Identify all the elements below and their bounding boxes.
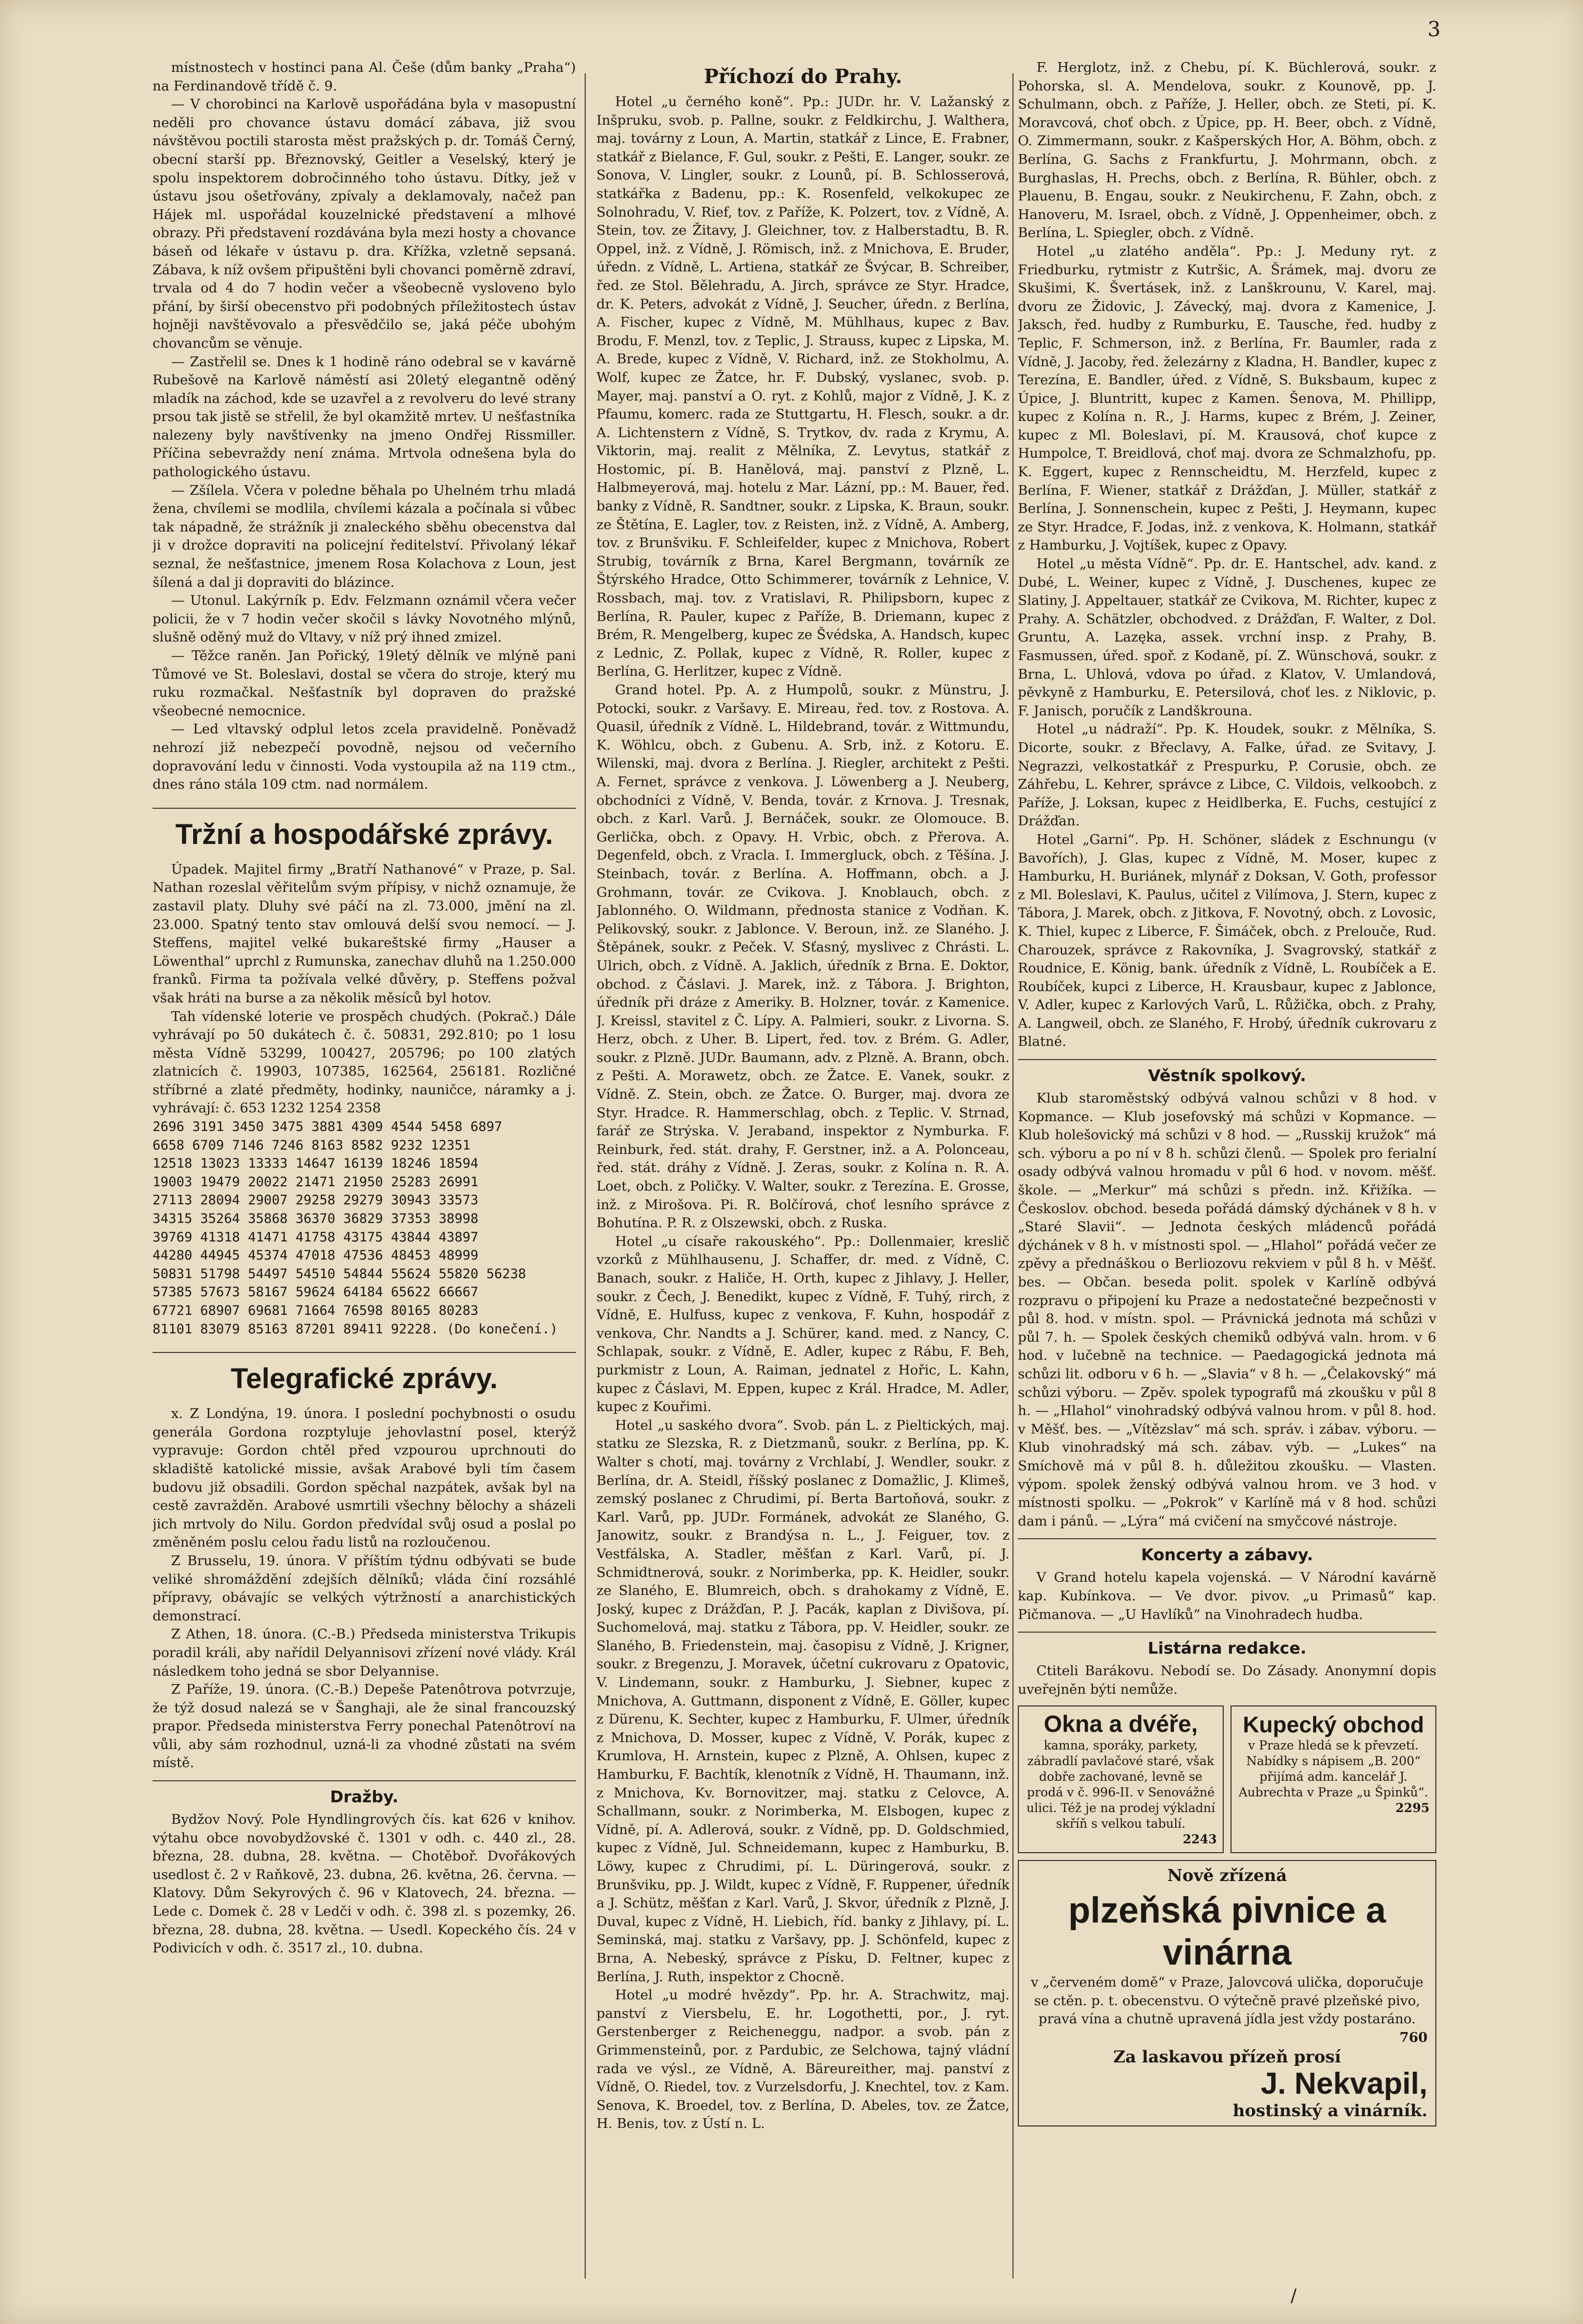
article-paragraph: Hotel „u nádraží“. Pp. K. Houdek, soukr. z Mělníka, S. Dicorte, soukr. z Břeclavy, A. Falke, úřad. ze Svitavy, J. Negrazzi, velkostatkář z Prespurku, P. Corusie, obch. ze Záhřebu, L. Kehrer, správce z Libce, C. Vildois, velkoobch. z Paříže, J. Loksan, kupec z Heidlberka, E. Fuchs, cestující z Drážďan.: [1018, 721, 1436, 829]
advertisement-pilsen: [1018, 1860, 1436, 2126]
article-paragraph: Z Athen, 18. února. (C.-B.) Předseda ministerstva Trikupis poradil králi, aby nařídil Delyannisovi zřízení nové vlády. Král následkem toho jedná se sbor Delyannise.: [153, 1626, 576, 1679]
ad-title: Kupecký obchod: [1243, 1712, 1424, 1738]
article-paragraph: — Zastřelil se. Dnes k 1 hodině ráno odebral se v kavárně Rubešově na Karlově náměstí asi 20letý elegantně oděný mladík na záchod, kde se uzavřel a z revolveru do levé strany prsou tak jistě se střelil, že byl okamžitě mrtev. U nešťastníka nalezeny byly navštívenky na jmeno Ondřej Rissmiller. Příčina sebevraždy není známa. Mrtvola odnešena byla do pathologického ústavu.: [153, 354, 576, 480]
article-paragraph: — Led vltavský odplul letos zcela pravidelně. Poněvadž nehrozí již nebezpečí povodně, nejsou od večerního dopravování ledu v činnosti. Voda vystoupila až na 119 ctm., dnes ráno stála 109 ctm. nad normálem.: [153, 721, 576, 793]
column-rule: [585, 73, 586, 2279]
column-2: [596, 59, 1010, 2288]
section-title-telegraph: Telegrafické zprávy.: [153, 1352, 576, 1395]
ad-intro: Nově zřízená: [1167, 1866, 1287, 1886]
article-paragraph: Hotel „u modré hvězdy“. Pp. hr. A. Strachwitz, maj. panství z Viersbelu, E. hr. Logothetti, por., J. ryt. Gerstenberger z Reicheneggu, nadpor. a svob. pán z Grimmensteinů, por. z Pardubic, ze Selchowa, tajný vládní rada ve výsl., ze Vídně, A. Bäreureither, maj. panství z Vídně, O. Riedel, tov. z Vurzelsdorfu, J. Knechtel, tov. z Kam. Senova, K. Broedel, tov. z Berlína, D. Abeles, tov. ze Žatce, H. Benis, tov. z Ústí n. L.: [596, 1987, 1010, 2132]
section-title-auctions: Dražby.: [153, 1780, 576, 1807]
article-paragraph: Hotel „u města Vídně“. Pp. dr. E. Hantschel, adv. kand. z Dubé, L. Weiner, kupec z Vídně, J. Duschenes, kupec ze Slatiny, J. Appeltauer, statkář ze Cvikova, M. Richter, kupec z Prahy. A. Schätzler, obchodved. z Drážďan, F. Walter, z Dol. Gruntu, A. Lazęka, assek. vrchní insp. z Prahy, B. Fasmussen, úřed. spoř. z Kodaně, pí. Z. Wünschová, soukr. z Brna, L. Uhlová, vdova po úřad. z Klatov, V. Umlandová, pěvkyně z Hamburku, E. Petersilová, choť les. z Niklovic, p. F. Janisch, poručík z Landškrouna.: [1018, 556, 1436, 719]
section-title-letters: Listárna redakce.: [1018, 1632, 1436, 1658]
section-title-concerts: Koncerty a zábavy.: [1018, 1538, 1436, 1565]
article-paragraph: Hotel „Garni“. Pp. H. Schöner, sládek z Eschnungu (v Bavořích), J. Glas, kupec z Vídně, M. Moser, kupec z Hamburku, H. Buriánek, mlynář z Doksan, V. Goth, professor z Ml. Boleslavi, K. Paulus, učitel z Vilímova, J. Stern, kupec z Tábora, J. Marek, obch. z Jitkova, F. Novotný, obch. z Lovosic, K. Thiel, kupec z Liberce, F. Šimáček, obch. z Prelouče, Rud. Charouzek, správce z Rakovníka, J. Svagrovský, statkář z Roudnice, E. König, bank. úředník z Vídně, L. Roubíček a E. Roubíček, kupci z Liberce, H. Krausbaur, kupec z Jablonce, V. Adler, kupec z Karlových Varů, L. Růžička, obch. z Prahy, A. Langweil, obch. ze Slaného, F. Hrobý, úředník cukrovaru z Blatné.: [1018, 831, 1436, 1050]
article-paragraph: Z Brusselu, 19. února. V příštím týdnu odbývati se bude veliké shromáždění zdejších dělníků; vláda činí rozsáhlé přípravy, obávajíc se velkých výtržností a anarchistických demonstrací.: [153, 1552, 576, 1624]
ad-number: 2243: [1183, 1832, 1217, 1847]
section-title-clubs: Věstník spolkový.: [1018, 1059, 1436, 1085]
section-title-market: Tržní a hospodářské zprávy.: [153, 808, 576, 851]
ad-body: kamna, sporáky, parkety, zábradlí pavlačové staré, však dobře zachované, levně se prodá v č. 996-II. v Senovážné ulici. Též je na prodej výkladní skříň s velkou tabulí.: [1026, 1738, 1215, 1831]
article-paragraph: Klub staroměstský odbývá valnou schůzi v 8 hod. v Kopmance. — Klub josefovský má schůzi v Kopmance. — Klub holešovický má schůzi v 8 hod. — „Russkij kružok“ má sch. výboru a po ní v 8 h. schůzi členů. — Spolek pro ferialní osady odbývá valnou hromadu v půl 6 hod. v novom. měšť. škole. — „Merkur“ má schůzi s předn. inž. Křižíka. — Českoslov. obchod. beseda pořádá dámský dýchánek v 8 h. v „Staré Slavii“. — Jednota českých mládenců pořádá dýchánek v 8 h. v místnosti spol. — „Hlahol“ pořádá večer ze zpěvy a přednáškou o Berliozovu rekviem v půl 8 h. v Měšť. bes. — Občan. beseda polit. spolek v Karlíně odbývá rozpravu o připojení ku Praze a nedostatečné bezpečnosti v půl 8. hod. v místn. spol. — Právnická jednota má schůzi v půl 7. h. — Spolek českých chemiků odbývá valn. hrom. v 6 hod. v lučebně na technice. — Paedagogická jednota má schůzi lit. odboru v 6 h. — „Slavia“ v 8 h. — „Čelakovský“ má schůzi výboru. — Zpěv. spolek typografů má zkoušku v půl 8 h. — „Hlahol“ vinohradský odbývá valnou hrom. v půl 8. hod. v Měšť. bes. — „Vítězslav“ má sch. správ. i zábav. výboru. — Klub vinohradský má sch. zábav. výb. — „Lukes“ na Smíchově má v půl 8. h. důležitou zkoušku. — Vlasten. výpom. spolek ženský odbývá valnou hrom. ve 3 hod. v místnosti spolku. — „Pokrok“ v Karlíně má v 8 hod. schůzi dam i pánů. — „Lýra“ má cvičení na smyčcové nástroje.: [1018, 1090, 1436, 1529]
page-number: 3: [1428, 17, 1441, 41]
section-title-arrivals: Příchozí do Prahy.: [704, 65, 902, 88]
article-paragraph: x. Z Londýna, 19. února. I poslední pochybnosti o osudu generála Gordona rozptyluje jehovlastní posel, kterýž vypravuje: Gordon chtěl před vzpourou uprchnouti do skladiště katolické missie, avšak Arabové byli tím časem budovu již obsadili. Gordon spěchal nazpátek, avšak byl na cestě zavražděn. Arabové usmrtili všechny bělochy a sházeli jich mrtvoly do Nilu. Gordon předvídal svůj osud a poslal po změněném poslu celou řadu listů na rozloučenou.: [153, 1406, 576, 1550]
article-paragraph: — Těžce raněn. Jan Pořický, 19letý dělník ve mlýně pani Tůmové ve St. Boleslavi, dostal se včera do stroje, který mu ruku rozmačkal. Nešťastník byl dopraven do pražské všeobecné nemocnice.: [153, 648, 576, 719]
ad-body: v „červeném domě“ v Praze, Jalovcová ulička, doporučuje se ctěn. p. t. obecenstvu. O výtečně pravé plzeňské pivo, pravá vína a chutně upravená jídla jest vždy postaráno.: [1031, 1974, 1424, 2027]
ad-body: v Praze hledá se k převzetí. Nabídky s nápisem „B. 200“ přijímá adm. kancelář J. Aubrechta v Praze „u Špinků“.: [1238, 1738, 1429, 1800]
ad-signature: J. Nekvapil,: [1260, 2066, 1428, 2101]
footer-mark: /: [1291, 2286, 1297, 2306]
article-paragraph: Hotel „u černého koně“. Pp.: JUDr. hr. V. Lažanský z Inšpruku, svob. p. Pallne, soukr. z Feldkirchu, J. Walthera, maj. továrny z Loun, A. Martin, statkář z Lince, E. Frabner, statkář z Bielance, F. Gul, soukr. z Pešti, E. Langer, soukr. ze Sonova, V. Lingler, soukr. z Lounů, pí. B. Schlosserová, statkářka z Badenu, pp.: K. Rosenfeld, velkokupec ze Solnohradu, V. Rief, tov. z Paříže, K. Polzert, tov. z Vídně, A. Stein, tov. ze Žitavy, J. Gleichner, tov. z Halberstadtu, B. R. Oppel, inž. z Vídně, J. Römisch, inž. z Mnichova, E. Bruder, úředn. z Vídně, L. Artiena, statkář ze Švýcar, B. Schreiber, řed. ze Stol. Bělehradu, A. Jirch, správce ze Styr. Hradce, dr. K. Peters, advokát z Vídně, J. Seucher, úředn. z Berlína, A. Fischer, kupec z Vídně, M. Mühlhaus, kupec z Bav. Brodu, F. Menzl, tov. z Teplic, J. Strauss, kupec z Lipska, M. A. Brede, kupec z Vídně, V. Richard, inž. ze Stokholmu, A. Wolf, kupec ze Žatce, hr. F. Dubský, vyslanec, svob. p. Mayer, maj. panství a O. ryt. z Kohlů, major z Vídně, J. K. z Pfaumu, komerc. rada ze Stuttgartu, H. Flesch, soukr. a dr. A. Lichtenstern z Vídně, S. Trytkov, dv. rada z Krymu, A. Viktorin, maj. realit z Mělníka, Z. Levytus, statkář z Hostomic, pí. B. Hanělová, maj. panství z Plzně, L. Halbmeyerová, maj. hotelu z Mar. Lázní, pp.: M. Bauer, řed. banky z Vídně, R. Sandtner, soukr. z Lipska, K. Braun, soukr. ze Štětína, E. Lagler, tov. z Reisten, inž. z Vídně, A. Amberg, tov. z Brunšviku. F. Schleifelder, kupec z Mnichova, Robert Strubig, továrník z Brna, Karel Bergmann, továrník ze Štýrského Hradce, Otto Schimmerer, továrník z Lehnice, V. Rossbach, maj. tov. z Vratislavi, R. Philipsborn, kupec z Berlína, R. Pauler, kupec z Paříže, B. Driemann, kupec z Brém, R. Mengelberg, kupec ze Švédska, A. Handsch, kupec z Lednic, Z. Pollak, kupec z Vídně, R. Roller, kupec z Berlína, G. Herlitzer, kupec z Vídně.: [596, 94, 1010, 680]
article-paragraph: Hotel „u saského dvora“. Svob. pán L. z Pieltických, maj. statku ze Slezska, R. z Dietzmanů, soukr. z Berlína, pp. K. Walter s chotí, maj. továrny z Vrchlabí, J. Wendler, soukr. z Berlína, dr. A. Steidl, říšský poslanec z Domažlic, J. Klimeš, zemský poslanec z Chrudimi, pí. Berta Bartoňová, soukr. z Karl. Varů, pp. JUDr. Formánek, advokát ze Slaného, G. Janowitz, soukr. z Brandýsa n. L., J. Feiguer, tov. z Vestfálska, A. Stadler, měšťan z Karl. Varů, pí. J. Schmidtnerová, soukr. z Norimberka, pp. K. Heidler, soukr. ze Slaného, E. Blumreich, obch. s drahokamy z Vídně, E. Joský, kupec z Drážďan, P. J. Pacák, kaplan z Divišova, pí. Suchomelová, maj. statku z Tábora, pp. V. Heidler, soukr. ze Slaného, B. Friedenstein, maj. časopisu z Vídně, J. Krigner, soukr. z Bregenzu, J. Moravek, účetní cukrovaru z Opatovic, V. Lindemann, soukr. z Hamburku, J. Siebner, kupec z Mnichova, A. Guttmann, disponent z Vídně, E. Göller, kupec z Dürenu, K. Sechter, kupec z Hamburku, F. Ulmer, úředník z Mnichova, D. Mosser, kupec z Vídně, V. Porák, kupec z Krumlova, H. Arnstein, kupec z Plzně, A. Ohlsen, kupec z Hamburku, F. Bachtík, klenotník z Vídně, H. Thaumann, inž. z Mnichova, Kv. Bornovitzer, maj. statku z Celovce, A. Schallmann, soukr. z Norimberka, M. Elsbogen, kupec z Vídně, pí. A. Adlerová, soukr. z Vídně, pp. D. Goldschmied, kupec z Vídně, Jul. Schneidemann, kupec z Hamburku, B. Löwy, kupec z Chrudimi, pí. L. Düringerová, soukr. z Brunšviku, pp. J. Wildt, kupec z Vídně, F. Ruppener, úředník a J. Schütz, měšťan z Karl. Varů, J. Skvor, úředník z Plzně, J. Duval, kupec z Vídně, H. Liebich, říd. banky z Jihlavy, pí. L. Seminská, maj. statku z Varšavy, pp. J. Schönfeld, kupec z Brna, A. Nebeský, správce z Písku, D. Feltner, kupec z Berlína, J. Ruth, inspektor z Chocně.: [596, 1417, 1010, 1985]
article-paragraph: Grand hotel. Pp. A. z Humpolů, soukr. z Münstru, J. Potocki, soukr. z Varšavy. E. Mireau, řed. tov. z Rostova. A. Quasil, úředník z Vídně. L. Hildebrand, továr. z Wittmundu, K. Wöhlcu, obch. z Gubenu. A. Srb, inž. z Kotoru. E. Wilenski, maj. dvora z Berlína. J. Riegler, architekt z Pešti. A. Fernet, správce z venkova. J. Löwenberg a J. Neuberg, obchodníci z Vídně, V. Benda, továr. z Krnova. J. Tresnak, obch. z Karl. Varů. J. Bernáček, soukr. ze Olomouce. B. Gerlička, obch. z Opavy. H. Vrbic, obch. z Přerova. A. Degenfeld, obch. z Vracla. I. Immergluck, obch. z Těšína. J. Steinbach, továr. z Berlína. A. Hoffmann, obch. a J. Grohmann, továr. ze Cvikova. J. Knoblauch, obch. z Jablonného. O. Wildmann, přednosta stanice z Vodňan. K. Pelikovský, soukr. z Jablonce. V. Beroun, inž. ze Slaného. J. Štěpánek, soukr. z Peček. V. Sťasný, myslivec z Chrásti. L. Ulrich, obch. z Vídně. A. Jaklich, úředník z Brna. E. Doktor, obchod. z Čáslavi. J. Marek, inž. z Tábora. J. Brighton, úředník při dráze z Ameriky. B. Holzner, továr. z Kamenice. J. Kreissl, stavitel z Č. Lípy. A. Palmieri, soukr. z Livorna. S. Herz, obch. z Uher. B. Lipert, řed. tov. z Brém. G. Adler, soukr. z Plzně. JUDr. Baumann, adv. z Plzně. A. Brann, obch. z Pešti. A. Morawetz, obch. ze Žatce. E. Vanek, soukr. z Vídně. Z. Stein, obch. ze Žatce. O. Burger, maj. dvora ze Styr. Hradce. R. Hammerschlag, obch. z Teplic. V. Strnad, farář ze Strýska. V. Jeraband, inspektor z Nymburka. F. Reinburk, řed. stát. drahy, F. Gerstner, inž. a A. Polonceau, řed. stát. dráhy z Vídně. J. Zeras, soukr. z Kolína n. R. A. Loet, obch. z Poličky. V. Walter, soukr. z Terezína. E. Grosse, inž. z Mirošova. Pi. R. Bolčírová, choť lesního správce z Bohutína. P. R. z Olszewski, obch. z Ruska.: [596, 682, 1010, 1231]
ads-row: [1018, 1705, 1436, 1853]
article-paragraph: Tah vídenské loterie ve prospěch chudých. (Pokrač.) Dále vyhrávají po 50 dukátech č. č. 50831, 292.810; po 1 losu města Vídně 53299, 100427, 205796; po 100 zlatých zlatnicích č. 19903, 107385, 162564, 256181. Rozličné stříbrné a zlaté předměty, hodinky, nauničce, náramky a j. vyhrávají: č. 653 1232 1254 2358: [153, 1008, 576, 1116]
article-paragraph: Ctiteli Barákovu. Nebodí se. Do Zásady. Anonymní dopis uveřejněn býti nemůže.: [1018, 1663, 1436, 1697]
article-paragraph: Bydžov Nový. Pole Hyndlingrových čís. kat 626 v knihov. výtahu obce novobydžovské č. 1301 v odh. c. 440 zl., 28. března, 28. dubna, 28. května. — Chotěboř. Dvořákových usedlost č. 2 v Raňkově, 23. dubna, 26. května, 26. června. — Klatovy. Dům Sekyrových č. 96 v Klatovech, 24. března. — Lede c. Domek č. 28 v Ledči v odh. č. 398 zl. s pozemky, 26. března, 28. dubna, 28. května. — Usedl. Kopeckého čís. 24 v Podivicích v odh. č. 3517 zl., 10. dubna.: [153, 1812, 576, 1956]
ad-number: 2295: [1395, 1801, 1429, 1815]
lottery-numbers: 2696 3191 3450 3475 3881 4309 4544 5458 6897 6658 6709 7146 7246 8163 8582 9232 12351 12518 13023 13333 14647 16139 18246 18594 19003 19479 20022 21471 21950 25283 26991 27113 28094 29007 29258 29279 30943 33573 34315 35264 35868 36370 36829 37353 38998 39769 41318 41471 41758 43175 43844 43897 44280 44945 45374 47018 47536 48453 48999 50831 51798 54497 54510 54844 55624 55820 56238 57385 57673 58167 59624 64184 65622 66667 67721 68907 69681 71664 76598 80165 80283 81101 83079 85163 87201 89411 92228. (Do konečení.): [153, 1119, 558, 1337]
column-3: [1018, 59, 1436, 2288]
advertisement-shop: [1231, 1705, 1436, 1853]
article-paragraph: F. Herglotz, inž. z Chebu, pí. K. Büchlerová, soukr. z Pohorska, sl. A. Mendelova, soukr. z Kounově, pp. J. Schulmann, obch. z Paříže, J. Heller, obch. ze Steti, pí. K. Moravcová, choť obch. z Úpice, pp. H. Beer, obch. z Vídně, O. Zimmermann, soukr. z Kašperských Hor, A. Böhm, obch. z Berlína, G. Sachs z Frankfurtu, J. Mohrmann, obch. z Burghaslas, H. Prechs, obch. z Berlína, R. Bühler, obch. z Plauenu, B. Engau, soukr. z Neukirchenu, F. Zahn, obch. z Hanoveru, M. Israel, obch. z Vídně, J. Oppenheimer, obch. z Berlína, L. Spiegler, obch. z Vídně.: [1018, 60, 1436, 241]
advertisement-windows: [1018, 1705, 1224, 1853]
article-paragraph: Hotel „u císaře rakouského“. Pp.: Dollenmaier, kreslič vzorků z Mühlhausenu, J. Schaffer, dr. med. z Vídně, C. Banach, soukr. z Haliče, H. Orth, kupec z Jihlavy, J. Heller, soukr. z Čech, J. Benedikt, kupec z Vídně, F. Tuhý, rirch, z Vídně, E. Hulfuss, kupec z venkova, F. Kuhn, hospodář z venkova, Chr. Nandts a J. Schürer, kand. med. z Nancy, C. Schlapak, soukr. z Vídně, E. Adler, kupec z Rábu, F. Beh, purkmistr z Loun, A. Raiman, jednatel z Hořic, L. Kahn, kupec z Čáslavi, M. Eppen, kupec z Král. Hradce, M. Adler, kupec z Kouřimi.: [596, 1233, 1010, 1415]
ad-number: 760: [1399, 2030, 1428, 2046]
article-paragraph: V Grand hotelu kapela vojenská. — V Národní kavárně kap. Kubínkova. — Ve dvor. pivov. „u Primasů“ kap. Pičmanova. — „U Havlíků“ na Vinohradech hudba.: [1018, 1570, 1436, 1622]
column-1: [153, 59, 576, 2288]
article-paragraph: místnostech v hostinci pana Al. Češe (dům banky „Praha“) na Ferdinandově třídě č. 9.: [153, 60, 576, 94]
ad-closing: Za laskavou přízeň prosí: [1113, 2047, 1341, 2067]
ad-title: Okna a dvéře,: [1044, 1711, 1198, 1738]
article-paragraph: Hotel „u zlatého anděla“. Pp.: J. Meduny ryt. z Friedburku, rytmistr z Kutršic, A. Šrámek, maj. dvoru ze Skušimi, K. Švertásek, inž. z Lanškrounu, V. Karel, maj. dvoru ze Židovic, J. Závecký, maj. dvora z Kamenice, J. Jaksch, řed. hudby z Rumburku, E. Tausche, řed. hudby z Teplic, F. Schmerson, inž. z Berlína, Fr. Baumler, rada z Vídně, J. Jacoby, řed. železárny z Kladna, H. Bandler, kupec z Terezína, E. Bandler, úřed. z Vídně, S. Buksbaum, kupec z Úpice, J. Bluntritt, kupec z Kamen. Šenova, M. Phillipp, kupec z Kolína n. R., J. Harms, kupec z Brém, J. Zeiner, kupec z Ml. Boleslavi, pí. M. Krausová, choť kupce z Humpolce, T. Breidlová, choť maj. dvora ze Schmalzhofu, pp. K. Eggert, kupec z Rennscheidtu, M. Herzfeld, kupec z Berlína, F. Wiener, statkář z Drážďan, J. Müller, statkář z Berlína, J. Sonnenschein, kupec z Pešti, J. Heymann, kupec ze Styr. Hradce, F. Jodas, inž. z venkova, K. Holmann, statkář z Hamburku, J. Vojtíšek, kupec z Opavy.: [1018, 243, 1436, 553]
article-paragraph: — V chorobinci na Karlově uspořádána byla v masopustní neděli pro chovance ústavu domácí zábava, již svou návštěvou poctili starosta měst pražských p. dr. Tomáš Černý, obecní starší pp. Březnovský, Geitler a Veselský, který je spolu inspektorem dobročinného toho ústavu. Dítky, jež v ústavu jsou ošetřovány, zpívaly a deklamovaly, načež pan Hájek ml. uspořádal kouzelnické představení a mlhové obrazy. Při představení rozdávána byla mezi hosty a chovance báseň od lékaře v ústavu p. dra. Křížka, vzletně sepsaná. Zábava, k níž ovšem připuštěni byli chovanci poměrně zdraví, trvala od 4 do 7 hodin večer a všeobecně vysloveno bylo přání, by širší obecenstvo při podobných příležitostech ústav hojněji navštěvovalo a přesvědčilo se, jaká péče ubohým chovancům se věnuje.: [153, 96, 576, 351]
ad-title: plzeňská pivnice a vinárna: [1068, 1890, 1386, 1973]
ad-role: hostinský a vinárník.: [1232, 2101, 1428, 2121]
article-paragraph: Úpadek. Majitel firmy „Bratří Nathanové“ v Praze, p. Sal. Nathan rozeslal věřitelům svým přípisy, v nichž oznamuje, že zastavil platy. Dluhy své páčí na zl. 73.000, jmění na zl. 23.000. Spatný tento stav omlouvá delší svou nemocí. — J. Steffens, majitel velké bukareštské firmy „Hauser a Löwenthal“ uprchl z Rumunska, zanechav dluhů na 1.250.000 franků. Firma ta požívala velké důvěry, p. Steffens požval však hráti na burse a za několik měsíců byl hotov.: [153, 861, 576, 1006]
column-rule: [1012, 73, 1013, 2279]
article-paragraph: Z Paříže, 19. února. (C.-B.) Depeše Patenôtrova potvrzuje, že týž dosud nalezá se v Šanghaji, ale že sinal francouzský prapor. Předseda ministerstva Ferry ponechal Patenôtroví na vůli, aby sám rozhodnul, uzná-li za vhodné zůstati na svém místě.: [153, 1682, 576, 1771]
article-paragraph: — Zšílela. Včera v poledne běhala po Uhelném trhu mladá žena, chvílemi se modlila, chvílemi kázala a počínala si vůbec tak nápadně, že strážník ji znaleckého sběhu obecenstva dal ji v drožce dopraviti na policejní ředitelství. Přivolaný lékař seznal, že nešťastnice, jmenem Rosa Kolachova z Loun, jest šílená a dal ji dopraviti do blázince.: [153, 482, 576, 590]
article-paragraph: — Utonul. Lakýrník p. Edv. Felzmann oznámil včera večer policii, že v 7 hodin večer skočil s lávky Novotného mlýnů, slušně oděný muž do Vltavy, v níž prý ihned zmizel.: [153, 593, 576, 645]
